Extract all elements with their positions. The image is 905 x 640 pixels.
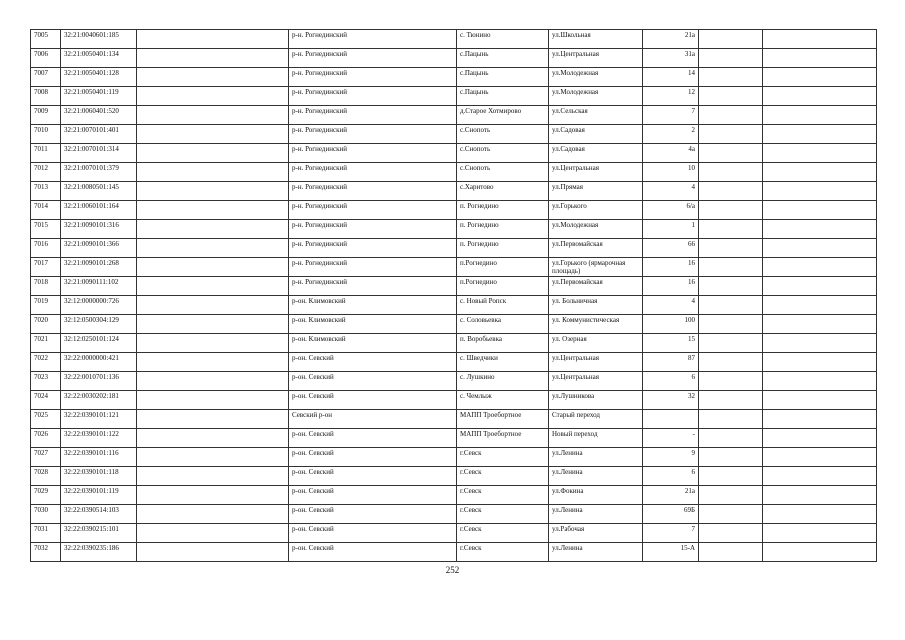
street-cell: ул.Садовая xyxy=(549,144,643,163)
empty-cell xyxy=(699,448,763,467)
row-number-cell: 7015 xyxy=(31,220,61,239)
cadastral-number-cell: 32:22:0000000:421 xyxy=(61,353,137,372)
empty-cell xyxy=(763,429,877,448)
row-number-cell: 7028 xyxy=(31,467,61,486)
empty-cell xyxy=(137,543,289,562)
row-number-cell: 7025 xyxy=(31,410,61,429)
house-number-cell: 16 xyxy=(643,258,699,277)
street-cell: ул.Молодежная xyxy=(549,68,643,87)
district-cell: р-он. Севский xyxy=(289,524,457,543)
table-row xyxy=(31,68,877,87)
row-number-cell: 7013 xyxy=(31,182,61,201)
house-number-cell: 21а xyxy=(643,486,699,505)
empty-cell xyxy=(137,49,289,68)
settlement-cell: г.Севск xyxy=(457,467,549,486)
empty-cell xyxy=(699,125,763,144)
empty-cell xyxy=(137,334,289,353)
district-cell: р-н. Рогнединский xyxy=(289,125,457,144)
row-number-cell: 7005 xyxy=(31,30,61,49)
street-cell: ул.Центральная xyxy=(549,372,643,391)
district-cell: р-н. Рогнединский xyxy=(289,30,457,49)
cadastral-number-cell: 32:12:0250101:124 xyxy=(61,334,137,353)
row-number-cell: 7017 xyxy=(31,258,61,277)
settlement-cell: п. Рогнедино xyxy=(457,239,549,258)
empty-cell xyxy=(699,30,763,49)
district-cell: р-н. Рогнединский xyxy=(289,239,457,258)
empty-cell xyxy=(137,277,289,296)
empty-cell xyxy=(137,505,289,524)
empty-cell xyxy=(763,410,877,429)
cadastral-number-cell: 32:21:0070101:314 xyxy=(61,144,137,163)
empty-cell xyxy=(763,258,877,277)
table-row xyxy=(31,448,877,467)
empty-cell xyxy=(699,258,763,277)
street-cell: ул.Центральная xyxy=(549,163,643,182)
house-number-cell: 31а xyxy=(643,49,699,68)
empty-cell xyxy=(763,467,877,486)
empty-cell xyxy=(763,201,877,220)
house-number-cell: 15-А xyxy=(643,543,699,562)
street-cell: ул.Ленина xyxy=(549,543,643,562)
empty-cell xyxy=(763,182,877,201)
table-row xyxy=(31,182,877,201)
empty-cell xyxy=(763,524,877,543)
street-cell: ул.Центральная xyxy=(549,49,643,68)
settlement-cell: г.Севск xyxy=(457,524,549,543)
street-cell: ул. Коммунистическая xyxy=(549,315,643,334)
house-number-cell: 1 xyxy=(643,220,699,239)
empty-cell xyxy=(763,505,877,524)
empty-cell xyxy=(699,201,763,220)
cadastral-number-cell: 32:21:0070101:379 xyxy=(61,163,137,182)
row-number-cell: 7007 xyxy=(31,68,61,87)
district-cell: р-он. Севский xyxy=(289,372,457,391)
empty-cell xyxy=(699,220,763,239)
row-number-cell: 7024 xyxy=(31,391,61,410)
table-row xyxy=(31,467,877,486)
empty-cell xyxy=(137,68,289,87)
table-row xyxy=(31,372,877,391)
empty-cell xyxy=(699,296,763,315)
registry-table xyxy=(30,29,877,562)
settlement-cell: МАПП Троебортное xyxy=(457,429,549,448)
table-row xyxy=(31,277,877,296)
district-cell: р-он. Климовский xyxy=(289,334,457,353)
settlement-cell: п. Воробьевка xyxy=(457,334,549,353)
table-row xyxy=(31,30,877,49)
street-cell: ул.Фокина xyxy=(549,486,643,505)
district-cell: р-он. Севский xyxy=(289,486,457,505)
table-row xyxy=(31,524,877,543)
empty-cell xyxy=(699,144,763,163)
empty-cell xyxy=(763,372,877,391)
empty-cell xyxy=(137,315,289,334)
cadastral-number-cell: 32:22:0390101:116 xyxy=(61,448,137,467)
street-cell: ул.Садовая xyxy=(549,125,643,144)
house-number-cell: 9 xyxy=(643,448,699,467)
cadastral-number-cell: 32:21:0050401:134 xyxy=(61,49,137,68)
row-number-cell: 7012 xyxy=(31,163,61,182)
empty-cell xyxy=(699,87,763,106)
district-cell: р-н. Рогнединский xyxy=(289,144,457,163)
house-number-cell: 2 xyxy=(643,125,699,144)
table-row xyxy=(31,353,877,372)
cadastral-number-cell: 32:21:0090101:316 xyxy=(61,220,137,239)
cadastral-number-cell: 32:22:0390215:101 xyxy=(61,524,137,543)
district-cell: р-н. Рогнединский xyxy=(289,277,457,296)
district-cell: р-он. Севский xyxy=(289,505,457,524)
settlement-cell: с.Харитово xyxy=(457,182,549,201)
street-cell: ул. Озерная xyxy=(549,334,643,353)
district-cell: р-н. Рогнединский xyxy=(289,201,457,220)
table-row xyxy=(31,163,877,182)
empty-cell xyxy=(763,296,877,315)
table-row xyxy=(31,239,877,258)
cadastral-number-cell: 32:21:0060101:164 xyxy=(61,201,137,220)
cadastral-number-cell: 32:21:0050401:128 xyxy=(61,68,137,87)
empty-cell xyxy=(763,543,877,562)
row-number-cell: 7016 xyxy=(31,239,61,258)
cadastral-number-cell: 32:12:0500304:129 xyxy=(61,315,137,334)
table-row xyxy=(31,106,877,125)
empty-cell xyxy=(699,391,763,410)
district-cell: р-н. Рогнединский xyxy=(289,68,457,87)
empty-cell xyxy=(699,163,763,182)
empty-cell xyxy=(763,391,877,410)
empty-cell xyxy=(137,486,289,505)
district-cell: р-н. Рогнединский xyxy=(289,220,457,239)
row-number-cell: 7021 xyxy=(31,334,61,353)
empty-cell xyxy=(699,353,763,372)
empty-cell xyxy=(137,353,289,372)
settlement-cell: с.Снопоть xyxy=(457,163,549,182)
settlement-cell: п. Рогнедино xyxy=(457,201,549,220)
table-row xyxy=(31,543,877,562)
settlement-cell: с.Снопоть xyxy=(457,144,549,163)
street-cell: ул.Горького (ярмарочная площадь) xyxy=(549,258,643,277)
empty-cell xyxy=(137,258,289,277)
district-cell: р-он. Севский xyxy=(289,467,457,486)
empty-cell xyxy=(699,524,763,543)
cadastral-number-cell: 32:22:0390101:121 xyxy=(61,410,137,429)
house-number-cell: 7 xyxy=(643,524,699,543)
house-number-cell xyxy=(643,410,699,429)
settlement-cell: с. Шведчики xyxy=(457,353,549,372)
settlement-cell: с.Снопоть xyxy=(457,125,549,144)
street-cell: ул.Сельская xyxy=(549,106,643,125)
settlement-cell: с. Лушкино xyxy=(457,372,549,391)
house-number-cell: 7 xyxy=(643,106,699,125)
house-number-cell: 14 xyxy=(643,68,699,87)
row-number-cell: 7018 xyxy=(31,277,61,296)
cadastral-number-cell: 32:21:0040601:185 xyxy=(61,30,137,49)
house-number-cell: 66 xyxy=(643,239,699,258)
empty-cell xyxy=(699,410,763,429)
row-number-cell: 7010 xyxy=(31,125,61,144)
empty-cell xyxy=(699,505,763,524)
cadastral-number-cell: 32:21:0090111:102 xyxy=(61,277,137,296)
settlement-cell: с. Чемлыж xyxy=(457,391,549,410)
district-cell: р-он. Севский xyxy=(289,448,457,467)
house-number-cell: 4 xyxy=(643,182,699,201)
cadastral-number-cell: 32:22:0390235:186 xyxy=(61,543,137,562)
empty-cell xyxy=(699,182,763,201)
settlement-cell: п. Рогнедино xyxy=(457,220,549,239)
empty-cell xyxy=(137,410,289,429)
empty-cell xyxy=(763,353,877,372)
empty-cell xyxy=(137,87,289,106)
district-cell: р-он. Севский xyxy=(289,391,457,410)
street-cell: ул. Больничная xyxy=(549,296,643,315)
district-cell: р-он. Севский xyxy=(289,429,457,448)
table-row xyxy=(31,486,877,505)
empty-cell xyxy=(763,239,877,258)
settlement-cell: г.Севск xyxy=(457,486,549,505)
house-number-cell: 4а xyxy=(643,144,699,163)
row-number-cell: 7011 xyxy=(31,144,61,163)
empty-cell xyxy=(699,467,763,486)
empty-cell xyxy=(763,68,877,87)
empty-cell xyxy=(137,524,289,543)
row-number-cell: 7031 xyxy=(31,524,61,543)
row-number-cell: 7027 xyxy=(31,448,61,467)
street-cell: ул.Горького xyxy=(549,201,643,220)
street-cell: Старый переход xyxy=(549,410,643,429)
district-cell: р-н. Рогнединский xyxy=(289,258,457,277)
empty-cell xyxy=(763,30,877,49)
house-number-cell: 16 xyxy=(643,277,699,296)
registry-table-body xyxy=(31,30,877,562)
street-cell: ул.Молодежная xyxy=(549,87,643,106)
row-number-cell: 7032 xyxy=(31,543,61,562)
house-number-cell: 87 xyxy=(643,353,699,372)
cadastral-number-cell: 32:21:0080501:145 xyxy=(61,182,137,201)
street-cell: ул.Молодежная xyxy=(549,220,643,239)
house-number-cell: 4 xyxy=(643,296,699,315)
table-row xyxy=(31,49,877,68)
street-cell: ул.Первомайская xyxy=(549,277,643,296)
empty-cell xyxy=(763,87,877,106)
table-row xyxy=(31,201,877,220)
empty-cell xyxy=(763,334,877,353)
street-cell: ул.Ленина xyxy=(549,467,643,486)
house-number-cell: 6 xyxy=(643,467,699,486)
empty-cell xyxy=(137,296,289,315)
cadastral-number-cell: 32:22:0390101:118 xyxy=(61,467,137,486)
district-cell: р-он. Севский xyxy=(289,543,457,562)
street-cell: ул.Центральная xyxy=(549,353,643,372)
district-cell: р-н. Рогнединский xyxy=(289,163,457,182)
empty-cell xyxy=(699,315,763,334)
street-cell: ул.Лушникова xyxy=(549,391,643,410)
empty-cell xyxy=(137,239,289,258)
empty-cell xyxy=(137,220,289,239)
empty-cell xyxy=(699,334,763,353)
district-cell: р-н. Рогнединский xyxy=(289,87,457,106)
district-cell: р-н. Рогнединский xyxy=(289,49,457,68)
house-number-cell: 21а xyxy=(643,30,699,49)
street-cell: ул.Ленина xyxy=(549,448,643,467)
empty-cell xyxy=(763,144,877,163)
empty-cell xyxy=(137,391,289,410)
empty-cell xyxy=(699,372,763,391)
table-row xyxy=(31,505,877,524)
settlement-cell: п.Рогнедино xyxy=(457,277,549,296)
table-row xyxy=(31,410,877,429)
house-number-cell: 10 xyxy=(643,163,699,182)
empty-cell xyxy=(699,277,763,296)
district-cell: р-он. Климовский xyxy=(289,315,457,334)
page-number: 252 xyxy=(445,565,460,575)
empty-cell xyxy=(699,429,763,448)
settlement-cell: МАПП Троебортное xyxy=(457,410,549,429)
settlement-cell: г.Севск xyxy=(457,543,549,562)
empty-cell xyxy=(763,486,877,505)
empty-cell xyxy=(137,106,289,125)
empty-cell xyxy=(137,372,289,391)
house-number-cell: 100 xyxy=(643,315,699,334)
street-cell: ул.Ленина xyxy=(549,505,643,524)
cadastral-number-cell: 32:21:0050401:119 xyxy=(61,87,137,106)
empty-cell xyxy=(699,106,763,125)
empty-cell xyxy=(763,49,877,68)
settlement-cell: с. Новый Ропск xyxy=(457,296,549,315)
table-row xyxy=(31,429,877,448)
district-cell: р-он. Климовский xyxy=(289,296,457,315)
cadastral-number-cell: 32:12:0000000:726 xyxy=(61,296,137,315)
street-cell: ул.Первомайская xyxy=(549,239,643,258)
cadastral-number-cell: 32:21:0060401:520 xyxy=(61,106,137,125)
empty-cell xyxy=(699,543,763,562)
empty-cell xyxy=(137,182,289,201)
empty-cell xyxy=(763,106,877,125)
house-number-cell: 12 xyxy=(643,87,699,106)
empty-cell xyxy=(699,239,763,258)
settlement-cell: п.Рогнедино xyxy=(457,258,549,277)
empty-cell xyxy=(763,448,877,467)
house-number-cell: 6 xyxy=(643,372,699,391)
district-cell: Севский р-он xyxy=(289,410,457,429)
row-number-cell: 7026 xyxy=(31,429,61,448)
row-number-cell: 7009 xyxy=(31,106,61,125)
table-row xyxy=(31,296,877,315)
district-cell: р-он. Севский xyxy=(289,353,457,372)
table-row xyxy=(31,87,877,106)
empty-cell xyxy=(763,125,877,144)
settlement-cell: г.Севск xyxy=(457,448,549,467)
row-number-cell: 7008 xyxy=(31,87,61,106)
cadastral-number-cell: 32:22:0390514:103 xyxy=(61,505,137,524)
street-cell: ул.Рабочая xyxy=(549,524,643,543)
empty-cell xyxy=(699,49,763,68)
empty-cell xyxy=(137,163,289,182)
street-cell: Новый переход xyxy=(549,429,643,448)
empty-cell xyxy=(763,277,877,296)
cadastral-number-cell: 32:21:0090101:268 xyxy=(61,258,137,277)
empty-cell xyxy=(699,486,763,505)
settlement-cell: с.Пацынь xyxy=(457,49,549,68)
empty-cell xyxy=(137,467,289,486)
table-row xyxy=(31,258,877,277)
house-number-cell: 15 xyxy=(643,334,699,353)
street-cell: ул.Школьная xyxy=(549,30,643,49)
empty-cell xyxy=(137,30,289,49)
empty-cell xyxy=(137,429,289,448)
row-number-cell: 7022 xyxy=(31,353,61,372)
settlement-cell: г.Севск xyxy=(457,505,549,524)
empty-cell xyxy=(763,163,877,182)
empty-cell xyxy=(137,448,289,467)
empty-cell xyxy=(699,68,763,87)
row-number-cell: 7006 xyxy=(31,49,61,68)
settlement-cell: с.Пацынь xyxy=(457,87,549,106)
settlement-cell: с. Тюнино xyxy=(457,30,549,49)
settlement-cell: с. Соловьевка xyxy=(457,315,549,334)
empty-cell xyxy=(137,125,289,144)
cadastral-number-cell: 32:22:0030202:181 xyxy=(61,391,137,410)
cadastral-number-cell: 32:22:0390101:122 xyxy=(61,429,137,448)
empty-cell xyxy=(763,220,877,239)
cadastral-number-cell: 32:22:0390101:119 xyxy=(61,486,137,505)
table-row xyxy=(31,220,877,239)
house-number-cell: - xyxy=(643,429,699,448)
cadastral-number-cell: 32:21:0070101:401 xyxy=(61,125,137,144)
row-number-cell: 7020 xyxy=(31,315,61,334)
cadastral-number-cell: 32:22:0010701:136 xyxy=(61,372,137,391)
row-number-cell: 7019 xyxy=(31,296,61,315)
house-number-cell: 69Б xyxy=(643,505,699,524)
house-number-cell: 32 xyxy=(643,391,699,410)
table-row xyxy=(31,334,877,353)
row-number-cell: 7030 xyxy=(31,505,61,524)
house-number-cell: 6/а xyxy=(643,201,699,220)
table-row xyxy=(31,315,877,334)
row-number-cell: 7023 xyxy=(31,372,61,391)
settlement-cell: с.Пацынь xyxy=(457,68,549,87)
district-cell: р-н. Рогнединский xyxy=(289,106,457,125)
empty-cell xyxy=(137,201,289,220)
empty-cell xyxy=(137,144,289,163)
table-row xyxy=(31,125,877,144)
table-row xyxy=(31,144,877,163)
table-row xyxy=(31,391,877,410)
street-cell: ул.Прямая xyxy=(549,182,643,201)
district-cell: р-н. Рогнединский xyxy=(289,182,457,201)
row-number-cell: 7029 xyxy=(31,486,61,505)
cadastral-number-cell: 32:21:0090101:366 xyxy=(61,239,137,258)
row-number-cell: 7014 xyxy=(31,201,61,220)
settlement-cell: д.Старое Хотмирово xyxy=(457,106,549,125)
empty-cell xyxy=(763,315,877,334)
